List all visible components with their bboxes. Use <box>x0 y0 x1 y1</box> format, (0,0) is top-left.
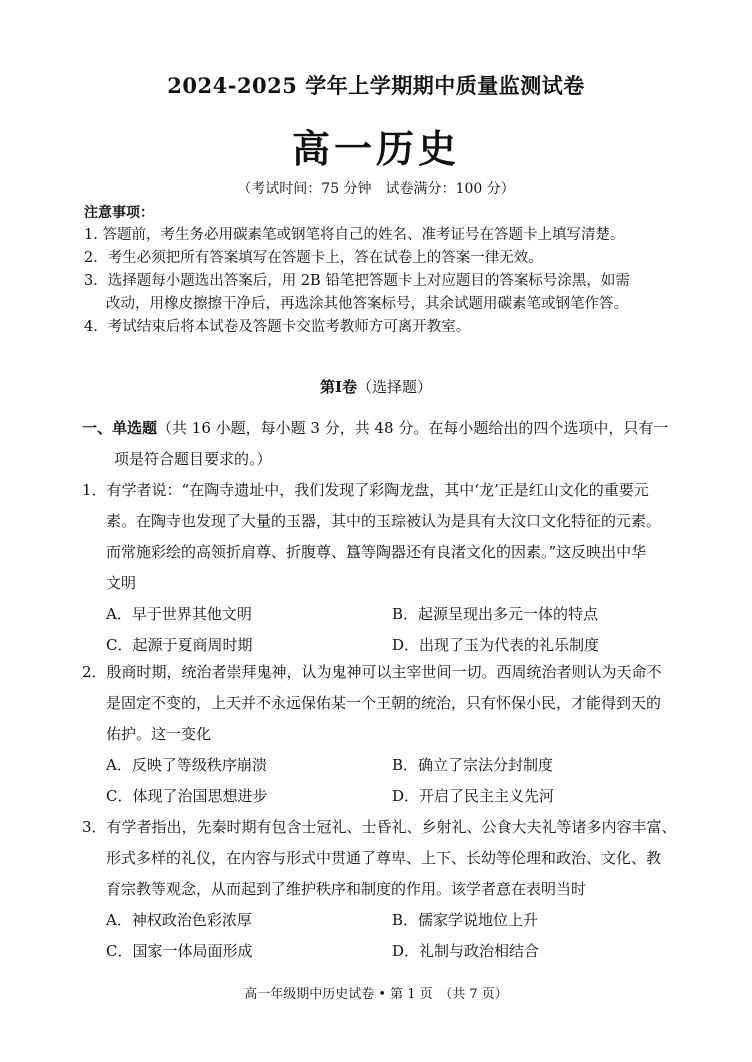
option-b: B．确立了宗法分封制度 <box>392 756 554 774</box>
subject-title: 高一历史 <box>291 126 460 171</box>
question-stem-line: 育宗教等观念，从而起到了维护秩序和制度的作用。该学者意在表明当时 <box>106 880 587 898</box>
options <box>82 599 661 663</box>
part-heading-line <box>82 413 668 444</box>
question-3 <box>82 812 677 969</box>
notice-list <box>84 224 684 339</box>
option-d: D．礼制与政治相结合 <box>392 942 540 960</box>
part-heading-line: 项是符合题目要求的。） <box>114 450 272 468</box>
question-stem-line: 3．有学者指出，先秦时期有包含士冠礼、士昏礼、乡射礼、公食大夫礼等诸多内容丰富、 <box>82 818 677 836</box>
option-c: C．起源于夏商周时期 <box>106 636 253 654</box>
part-instructions: （共 16 小题，每小题 3 分，共 48 分。在每小题给出的四个选项中，只有一 <box>157 419 669 437</box>
exam-info: （考试时间：75 分钟 试卷满分：100 分） <box>237 181 515 197</box>
option-b: B．儒家学说地位上升 <box>392 911 539 929</box>
question-stem-line: 文明 <box>106 574 137 592</box>
part-label: 一、单选题 <box>82 419 158 437</box>
question-stem-line: 2．殷商时期，统治者崇拜鬼神，认为鬼神可以主宰世间一切。西周统治者则认为天命不 <box>82 663 662 681</box>
option-c: C．体现了治国思想进步 <box>106 787 268 805</box>
options <box>82 905 677 969</box>
notice-item: 2．考生必须把所有答案填写在答题卡上，答在试卷上的答案一律无效。 <box>84 250 543 266</box>
question-stem-line: 是固定不变的，上天并不永远保佑某一个王朝的统治，只有怀保小民，才能得到天的 <box>106 694 662 712</box>
option-c: C．国家一体局面形成 <box>106 942 253 960</box>
notice-title: 注意事项： <box>84 205 154 221</box>
page-footer: 高一年级期中历史试卷 • 第 1 页 （共 7 页） <box>244 987 508 1002</box>
option-d: D．出现了玉为代表的礼乐制度 <box>392 636 600 654</box>
option-b: B．起源呈现出多元一体的特点 <box>392 605 599 623</box>
option-d: D．开启了民主主义先河 <box>392 787 555 805</box>
question-stem-line: 形式多样的礼仪，在内容与形式中贯通了尊卑、上下、长幼等伦理和政治、文化、教 <box>106 849 662 867</box>
question-stem-line: 佑护。这一变化 <box>106 725 212 743</box>
options <box>82 750 662 814</box>
question-2 <box>82 657 662 814</box>
section-title <box>0 376 752 397</box>
option-a: A．早于世界其他文明 <box>106 605 252 623</box>
question-stem-line: 素。在陶寺也发现了大量的玉器，其中的玉琮被认为是具有大汶口文化特征的元素。 <box>106 512 662 530</box>
part-heading <box>82 413 668 475</box>
notice-item: 1. 答题前，考生务必用碳素笔或钢笔将自己的姓名、准考证号在答题卡上填写清楚。 <box>84 227 625 243</box>
question-stem-line: 而常施彩绘的高领折肩尊、折腹尊、簋等陶器还有良渚文化的因素。”这反映出中华 <box>106 543 647 561</box>
exam-title: 2024-2025 学年上学期期中质量监测试卷 <box>167 73 585 98</box>
notice-item: 4．考试结束后将本试卷及答题卡交监考教师方可离开教室。 <box>84 319 471 335</box>
option-a: A．神权政治色彩浓厚 <box>106 911 252 929</box>
section-title-rest: （选择题） <box>357 378 433 396</box>
section-title-bold: 第Ⅰ卷 <box>319 378 357 396</box>
question-1 <box>82 475 661 663</box>
notice-item: 3．选择题每小题选出答案后，用 2B 铅笔把答题卡上对应题目的答案标号涂黑，如需 <box>84 273 630 289</box>
question-stem-line: 1．有学者说：“在陶寺遗址中，我们发现了彩陶龙盘，其中‘龙’正是红山文化的重要元 <box>82 481 649 499</box>
notice-item: 改动，用橡皮擦擦干净后，再选涂其他答案标号，其余试题用碳素笔或钢笔作答。 <box>106 296 628 312</box>
option-a: A．反映了等级秩序崩溃 <box>106 756 267 774</box>
